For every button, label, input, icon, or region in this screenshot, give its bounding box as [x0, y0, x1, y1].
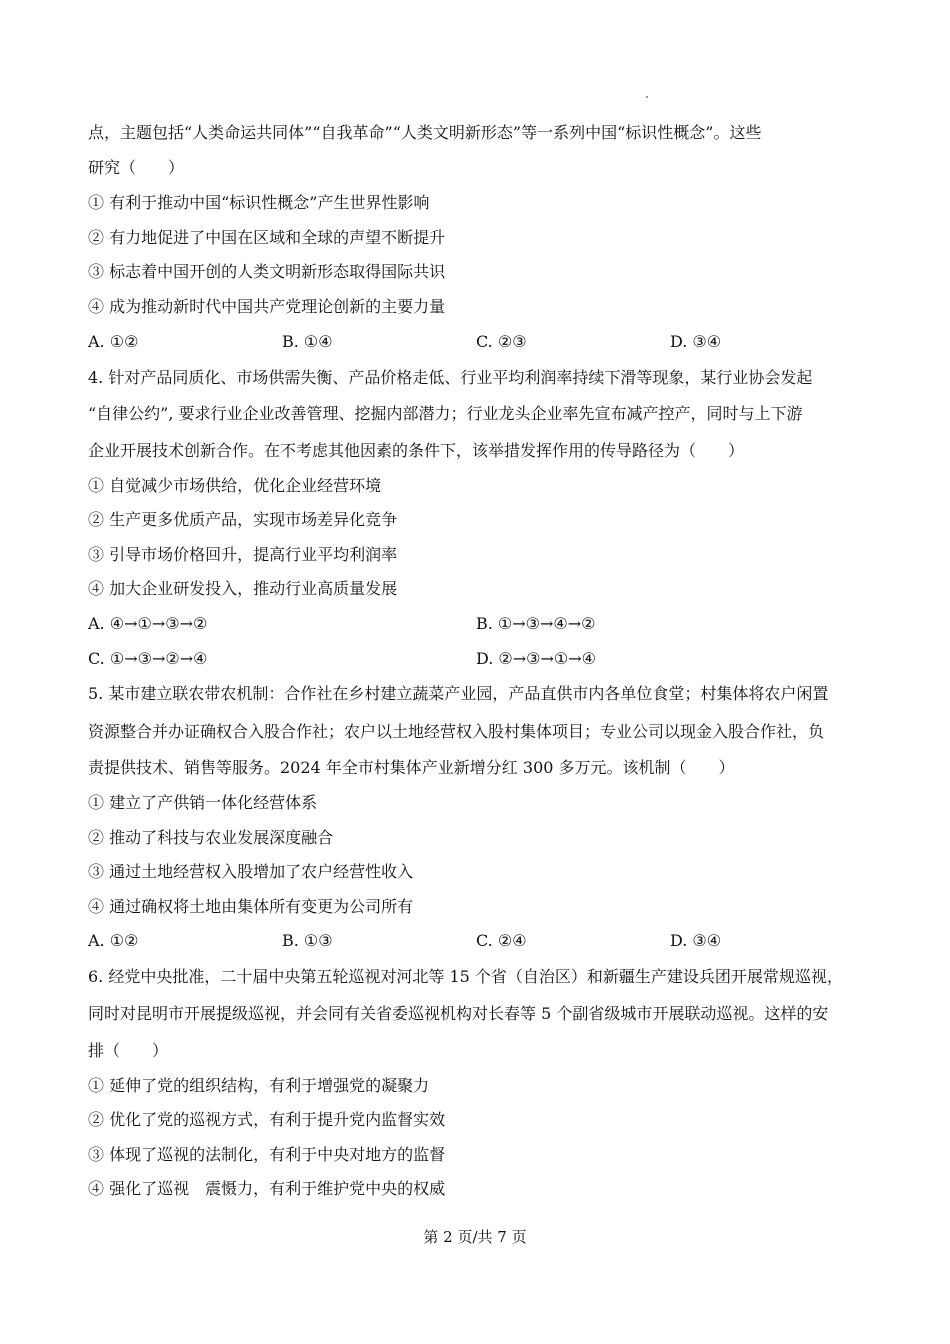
q5-option-d: D. ③④: [670, 931, 722, 950]
q5-option-c: C. ②④: [476, 931, 527, 950]
q5-item-1: ① 建立了产供销一体化经营体系: [88, 793, 318, 812]
q5-stem-line-3: 责提供技术、销售等服务。2024 年全市村集体产业新增分红 300 多万元。该机制（ ）: [88, 758, 735, 777]
q3-stem-line-1: 点，主题包括“人类命运共同体”“自我革命”“人类文明新形态”等一系列中国“标识性概念”。这些: [88, 123, 762, 142]
q6-stem-line-3: 排（ ）: [88, 1041, 169, 1060]
q3-item-3: ③ 标志着中国开创的人类文明新形态取得国际共识: [88, 262, 446, 281]
scan-dot: [646, 96, 648, 98]
q4-item-3: ③ 引导市场价格回升，提高行业平均利润率: [88, 545, 398, 564]
q6-item-4: ④ 强化了巡视 震慑力，有利于维护党中央的权威: [88, 1179, 446, 1198]
q4-option-a: A. ④→①→③→②: [88, 614, 208, 633]
q4-stem-line-3: 企业开展技术创新合作。在不考虑其他因素的条件下，该举措发挥作用的传导路径为（ ）: [88, 441, 745, 460]
q5-stem-line-1: 5. 某市建立联农带农机制：合作社在乡村建立蔬菜产业园，产品直供市内各单位食堂；村集体将农户闲置: [88, 684, 829, 703]
q6-item-1: ① 延伸了党的组织结构，有利于增强党的凝聚力: [88, 1076, 430, 1095]
q3-item-1: ① 有利于推动中国“标识性概念”产生世界性影响: [88, 193, 430, 212]
q4-option-c: C. ①→③→②→④: [88, 649, 208, 668]
q6-stem-line-2: 同时对昆明市开展提级巡视，并会同有关省委巡视机构对长春等 5 个副省级城市开展联动巡视。这样的安: [88, 1004, 829, 1023]
page-footer: 第 2 页/共 7 页: [423, 1228, 527, 1246]
q3-option-b: B. ①④: [282, 332, 333, 351]
q5-option-b: B. ①③: [282, 931, 333, 950]
q4-item-1: ① 自觉减少市场供给，优化企业经营环境: [88, 476, 382, 495]
q3-item-2: ② 有力地促进了中国在区域和全球的声望不断提升: [88, 228, 446, 247]
q4-item-4: ④ 加大企业研发投入，推动行业高质量发展: [88, 579, 398, 598]
q6-item-2: ② 优化了党的巡视方式，有利于提升党内监督实效: [88, 1110, 446, 1129]
q6-stem-line-1: 6. 经党中央批准，二十届中央第五轮巡视对河北等 15 个省（自治区）和新疆生产建设兵团开展常规巡视，: [88, 967, 843, 986]
q6-item-3: ③ 体现了巡视的法制化，有利于中央对地方的监督: [88, 1145, 446, 1164]
q4-stem-line-2: “自律公约”, 要求行业企业改善管理、挖掘内部潜力；行业龙头企业率先宣布减产控产，同时与上下游: [88, 404, 803, 423]
q5-item-4: ④ 通过确权将土地由集体所有变更为公司所有: [88, 897, 414, 916]
q3-option-c: C. ②③: [476, 332, 527, 351]
q4-option-d: D. ②→③→①→④: [476, 649, 597, 668]
q5-item-3: ③ 通过土地经营权入股增加了农户经营性收入: [88, 862, 414, 881]
q4-item-2: ② 生产更多优质产品，实现市场差异化竞争: [88, 510, 398, 529]
q5-item-2: ② 推动了科技与农业发展深度融合: [88, 828, 334, 847]
q3-option-a: A. ①②: [88, 332, 139, 351]
q5-option-a: A. ①②: [88, 931, 139, 950]
q3-item-4: ④ 成为推动新时代中国共产党理论创新的主要力量: [88, 297, 446, 316]
q3-stem-line-2: 研究（ ）: [88, 158, 185, 177]
q4-stem-line-1: 4. 针对产品同质化、市场供需失衡、产品价格走低、行业平均利润率持续下滑等现象，某行业协会发起: [88, 368, 813, 387]
q5-stem-line-2: 资源整合并办证确权合入股合作社；农户以土地经营权入股村集体项目；专业公司以现金入股合作社，负: [88, 722, 825, 741]
q3-option-d: D. ③④: [670, 332, 722, 351]
q4-option-b: B. ①→③→④→②: [476, 614, 596, 633]
